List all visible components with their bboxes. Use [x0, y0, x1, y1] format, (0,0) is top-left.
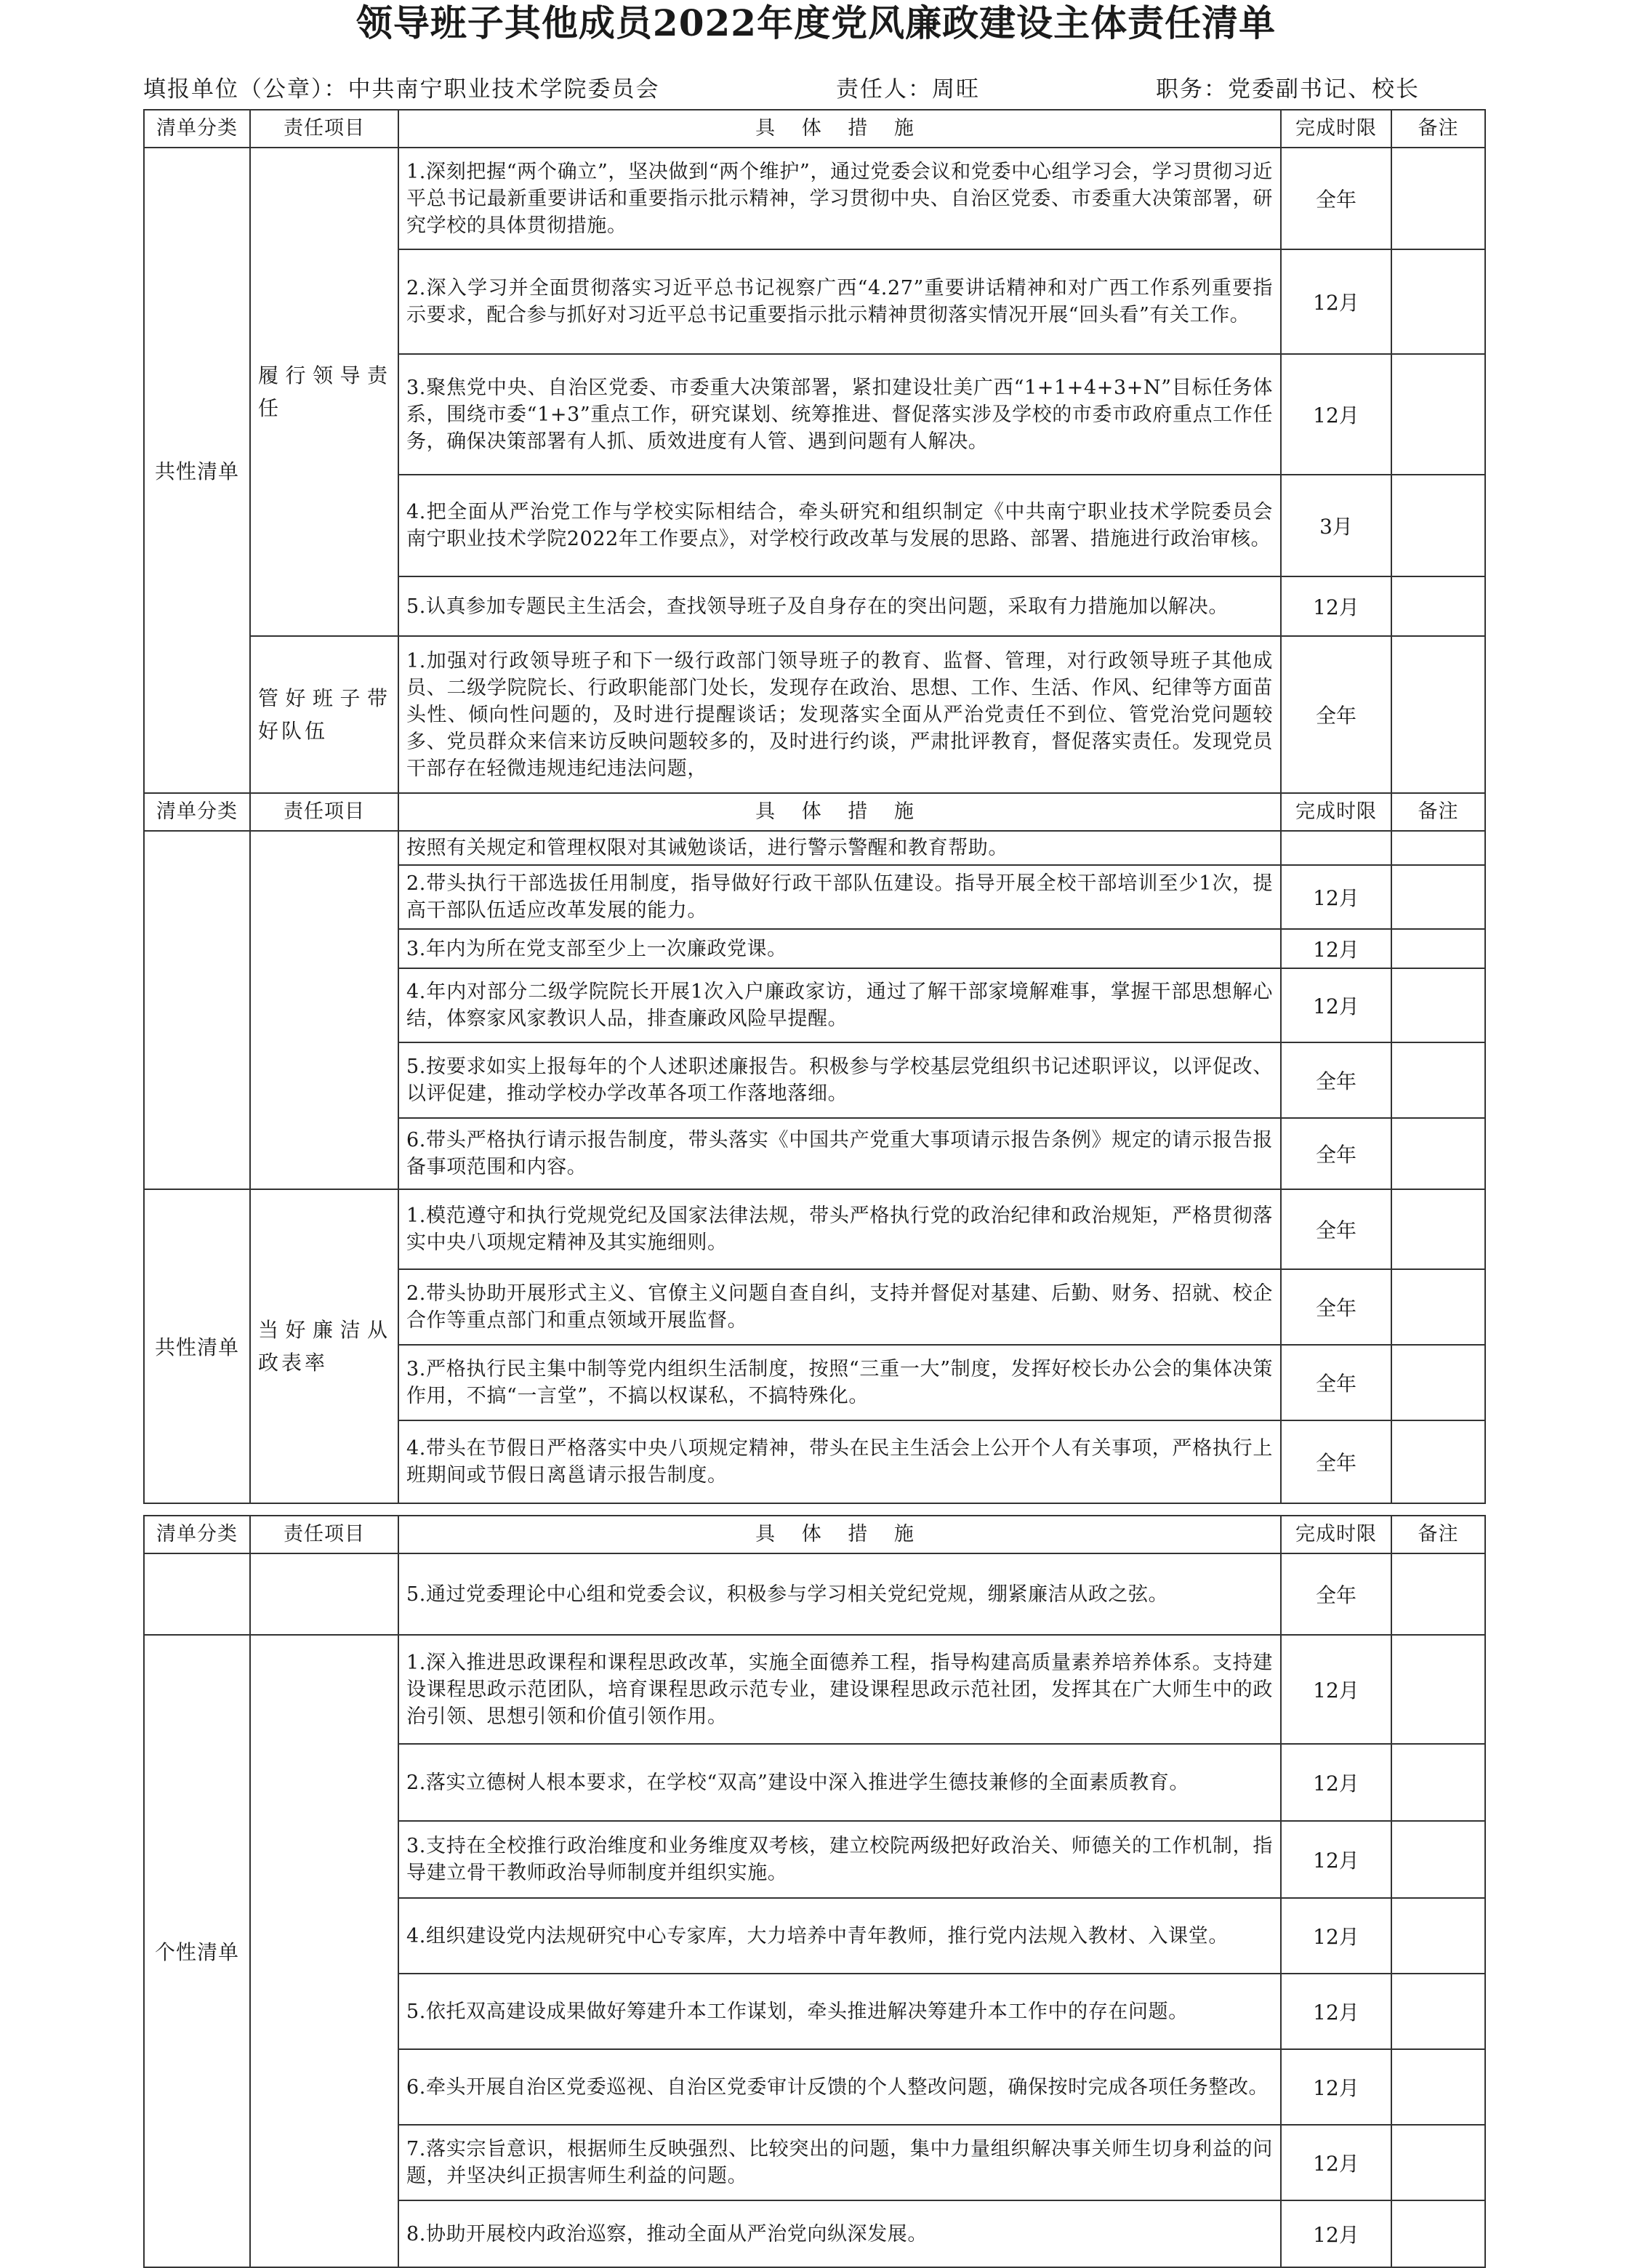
measure-cell: 1.模范遵守和执行党规党纪及国家法律法规，带头严格执行党的政治纪律和政治规矩，严格贯彻落实中央八项规定精神及其实施细则。 [398, 1189, 1281, 1269]
header-measures: 具 体 措 施 [398, 793, 1281, 831]
remark-cell [1391, 249, 1485, 354]
deadline-cell: 12月 [1281, 249, 1391, 354]
item-cell: 当好廉洁从政表率 [250, 1189, 398, 1503]
category-cell: 个性清单 [144, 1635, 250, 2267]
deadline-cell: 12月 [1281, 354, 1391, 475]
unit-line [143, 71, 660, 108]
remark-cell [1391, 929, 1485, 968]
table-row [144, 1189, 1485, 1269]
category-cell [144, 831, 250, 1189]
deadline-cell: 12月 [1281, 576, 1391, 636]
remark-cell [1391, 1189, 1485, 1269]
measure-cell: 2.带头执行干部选拔任用制度，指导做好行政干部队伍建设。指导开展全校干部培训至少1次，提高干部队伍适应改革发展的能力。 [398, 865, 1281, 929]
deadline-cell: 全年 [1281, 1042, 1391, 1118]
category-cell: 共性清单 [144, 148, 250, 793]
measure-cell: 5.通过党委理论中心组和党委会议，积极参与学习相关党纪党规，绷紧廉洁从政之弦。 [398, 1553, 1281, 1635]
header-remark: 备注 [1391, 1516, 1485, 1553]
measure-cell: 1.加强对行政领导班子和下一级行政部门领导班子的教育、监督、管理，对行政领导班子其他成员、二级学院院长、行政职能部门处长，发现存在政治、思想、工作、生活、作风、纪律等方面苗头性、倾向性问题的，及时进行提醒谈话；发现落实全面从严治党责任不到位、管党治党问题较多、党员群众来信来访反映问题较多的，及时进行约谈，严肃批评教育，督促落实责任。发现党员干部存在轻微违规违纪违法问题， [398, 636, 1281, 793]
header-measures: 具 体 措 施 [398, 110, 1281, 148]
position-label: 职务： [1156, 76, 1228, 102]
deadline-cell: 12月 [1281, 968, 1391, 1042]
deadline-cell: 12月 [1281, 1635, 1391, 1744]
header-category: 清单分类 [144, 793, 250, 831]
position-value: 党委副书记、校长 [1228, 76, 1420, 102]
measure-cell: 2.带头协助开展形式主义、官僚主义问题自查自纠，支持并督促对基建、后勤、财务、招就、校企合作等重点部门和重点领域开展监督。 [398, 1269, 1281, 1345]
header-category: 清单分类 [144, 110, 250, 148]
deadline-cell: 全年 [1281, 1345, 1391, 1420]
header-remark: 备注 [1391, 110, 1485, 148]
remark-cell [1391, 148, 1485, 249]
remark-cell [1391, 968, 1485, 1042]
deadline-cell: 12月 [1281, 1898, 1391, 1974]
table-row [144, 1635, 1485, 1744]
remark-cell [1391, 1635, 1485, 1744]
measure-cell: 5.按要求如实上报每年的个人述职述廉报告。积极参与学校基层党组织书记述职评议，以评促改、以评促建，推动学校办学改革各项工作落地落细。 [398, 1042, 1281, 1118]
table-header-row [144, 110, 1485, 148]
deadline-cell: 12月 [1281, 1821, 1391, 1898]
deadline-cell: 全年 [1281, 148, 1391, 249]
remark-cell [1391, 1269, 1485, 1345]
deadline-cell [1281, 831, 1391, 865]
remark-cell [1391, 1553, 1485, 1635]
table-row [144, 148, 1485, 249]
measure-cell: 3.聚焦党中央、自治区党委、市委重大决策部署，紧扣建设壮美广西“1+1+4+3+N”目标任务体系，围绕市委“1+3”重点工作，研究谋划、统筹推进、督促落实涉及学校的市委市政府重点工作任务，确保决策部署有人抓、质效进度有人管、遇到问题有人解决。 [398, 354, 1281, 475]
remark-cell [1391, 1898, 1485, 1974]
measure-cell: 4.年内对部分二级学院院长开展1次入户廉政家访，通过了解干部家境解难事，掌握干部思想解心结，体察家风家教识人品，排查廉政风险早提醒。 [398, 968, 1281, 1042]
remark-cell [1391, 1420, 1485, 1503]
position-line [1156, 71, 1420, 108]
responsibility-table-part-2 [143, 792, 1486, 1504]
deadline-cell: 12月 [1281, 865, 1391, 929]
remark-cell [1391, 2049, 1485, 2125]
measure-cell: 7.落实宗旨意识，根据师生反映强烈、比较突出的问题，集中力量组织解决事关师生切身利益的问题，并坚决纠正损害师生利益的问题。 [398, 2125, 1281, 2200]
measure-cell: 4.把全面从严治党工作与学校实际相结合，牵头研究和组织制定《中共南宁职业技术学院委员会 南宁职业技术学院2022年工作要点》，对学校行政改革与发展的思路、部署、措施进行政治审核。 [398, 475, 1281, 576]
item-cell [250, 1635, 398, 2267]
category-cell: 共性清单 [144, 1189, 250, 1503]
header-item: 责任项目 [250, 1516, 398, 1553]
remark-cell [1391, 576, 1485, 636]
responsibility-table-part-3 [143, 1515, 1486, 2268]
header-deadline: 完成时限 [1281, 110, 1391, 148]
deadline-cell: 全年 [1281, 1269, 1391, 1345]
remark-cell [1391, 2200, 1485, 2267]
measure-cell: 1.深刻把握“两个确立”，坚决做到“两个维护”，通过党委会议和党委中心组学习会，学习贯彻习近平总书记最新重要讲话和重要指示批示精神，学习贯彻中央、自治区党委、市委重大决策部署，研究学校的具体贯彻措施。 [398, 148, 1281, 249]
deadline-cell: 全年 [1281, 1553, 1391, 1635]
measure-cell: 2.深入学习并全面贯彻落实习近平总书记视察广西“4.27”重要讲话精神和对广西工作系列重要指示要求，配合参与抓好对习近平总书记重要指示批示精神贯彻落实情况开展“回头看”有关工作。 [398, 249, 1281, 354]
remark-cell [1391, 1345, 1485, 1420]
measure-cell: 5.依托双高建设成果做好筹建升本工作谋划，牵头推进解决筹建升本工作中的存在问题。 [398, 1974, 1281, 2049]
header-item: 责任项目 [250, 110, 398, 148]
deadline-cell: 12月 [1281, 2125, 1391, 2200]
deadline-cell: 3月 [1281, 475, 1391, 576]
measure-cell: 3.年内为所在党支部至少上一次廉政党课。 [398, 929, 1281, 968]
deadline-cell: 12月 [1281, 929, 1391, 968]
header-category: 清单分类 [144, 1516, 250, 1553]
measure-cell: 1.深入推进思政课程和课程思政改革，实施全面德养工程，指导构建高质量素养培养体系。支持建设课程思政示范团队，培育课程思政示范专业，建设课程思政示范社团，发挥其在广大师生中的政治引领、思想引领和价值引领作用。 [398, 1635, 1281, 1744]
remark-cell [1391, 865, 1485, 929]
measure-cell: 按照有关规定和管理权限对其诫勉谈话，进行警示警醒和教育帮助。 [398, 831, 1281, 865]
remark-cell [1391, 354, 1485, 475]
deadline-cell: 全年 [1281, 1189, 1391, 1269]
header-measures: 具 体 措 施 [398, 1516, 1281, 1553]
measure-cell: 3.支持在全校推行政治维度和业务维度双考核，建立校院两级把好政治关、师德关的工作机制，指导建立骨干教师政治导师制度并组织实施。 [398, 1821, 1281, 1898]
measure-cell: 6.带头严格执行请示报告制度，带头落实《中国共产党重大事项请示报告条例》规定的请示报告报备事项范围和内容。 [398, 1118, 1281, 1189]
remark-cell [1391, 1821, 1485, 1898]
remark-cell [1391, 1744, 1485, 1821]
person-value: 周旺 [932, 76, 980, 102]
header-item: 责任项目 [250, 793, 398, 831]
document-title: 领导班子其他成员2022年度党风廉政建设主体责任清单 [355, 1, 1277, 44]
item-cell: 管好班子带好队伍 [250, 636, 398, 793]
measure-cell: 4.带头在节假日严格落实中央八项规定精神，带头在民主生活会上公开个人有关事项，严格执行上班期间或节假日离邕请示报告制度。 [398, 1420, 1281, 1503]
deadline-cell: 12月 [1281, 2049, 1391, 2125]
measure-cell: 3.严格执行民主集中制等党内组织生活制度，按照“三重一大”制度，发挥好校长办公会的集体决策作用，不搞“一言堂”，不搞以权谋私，不搞特殊化。 [398, 1345, 1281, 1420]
deadline-cell: 12月 [1281, 2200, 1391, 2267]
deadline-cell: 全年 [1281, 1118, 1391, 1189]
item-cell: 履行领导责任 [250, 148, 398, 636]
person-label: 责任人： [836, 76, 932, 102]
remark-cell [1391, 1118, 1485, 1189]
person-line [836, 71, 980, 108]
measure-cell: 6.牵头开展自治区党委巡视、自治区党委审计反馈的个人整改问题，确保按时完成各项任务整改。 [398, 2049, 1281, 2125]
item-cell [250, 1553, 398, 1635]
measure-cell: 5.认真参加专题民主生活会，查找领导班子及自身存在的突出问题，采取有力措施加以解决。 [398, 576, 1281, 636]
item-cell [250, 831, 398, 1189]
deadline-cell: 12月 [1281, 1744, 1391, 1821]
table-header-row [144, 793, 1485, 831]
header-deadline: 完成时限 [1281, 1516, 1391, 1553]
category-cell [144, 1553, 250, 1635]
remark-cell [1391, 2125, 1485, 2200]
table-row [144, 831, 1485, 865]
table-row [144, 636, 1485, 793]
deadline-cell: 12月 [1281, 1974, 1391, 2049]
header-remark: 备注 [1391, 793, 1485, 831]
remark-cell [1391, 636, 1485, 793]
measure-cell: 4.组织建设党内法规研究中心专家库，大力培养中青年教师，推行党内法规入教材、入课堂。 [398, 1898, 1281, 1974]
remark-cell [1391, 1042, 1485, 1118]
remark-cell [1391, 831, 1485, 865]
measure-cell: 2.落实立德树人根本要求，在学校“双高”建设中深入推进学生德技兼修的全面素质教育。 [398, 1744, 1281, 1821]
responsibility-table-part-1 [143, 109, 1486, 794]
deadline-cell: 全年 [1281, 1420, 1391, 1503]
table-header-row [144, 1516, 1485, 1553]
table-row [144, 1553, 1485, 1635]
header-deadline: 完成时限 [1281, 793, 1391, 831]
measure-cell: 8.协助开展校内政治巡察，推动全面从严治党向纵深发展。 [398, 2200, 1281, 2267]
deadline-cell: 全年 [1281, 636, 1391, 793]
remark-cell [1391, 1974, 1485, 2049]
unit-label: 填报单位（公章）： [143, 76, 348, 102]
unit-value: 中共南宁职业技术学院委员会 [347, 76, 660, 102]
remark-cell [1391, 475, 1485, 576]
